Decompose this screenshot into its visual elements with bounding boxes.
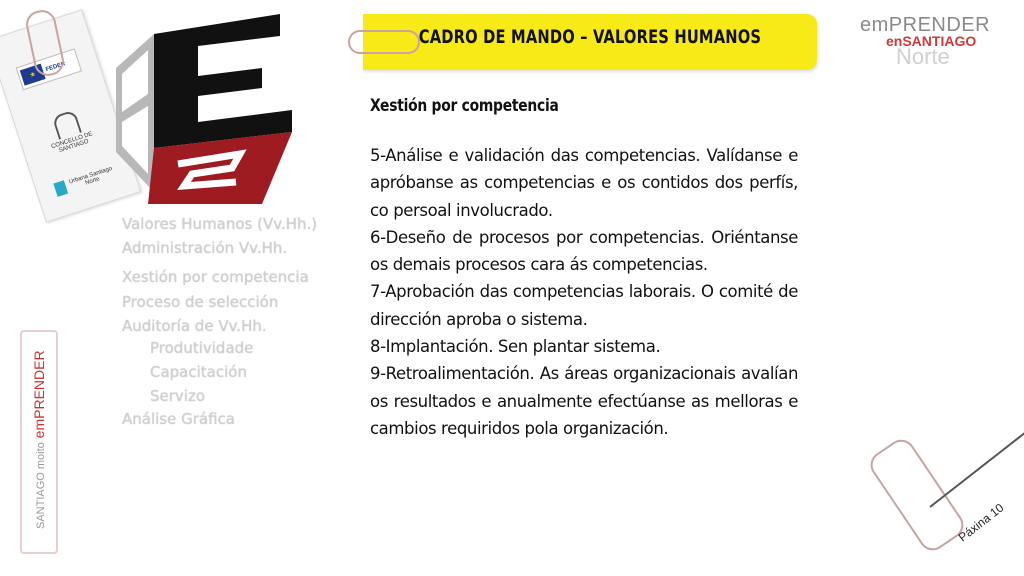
title-banner <box>363 14 817 70</box>
urban-label: Urbana Santiago Norte <box>68 165 114 187</box>
corner-paperclip-icon <box>865 434 969 555</box>
nav-subitem-produtividade[interactable]: Produtividade <box>150 339 254 357</box>
nav-subitem-capacitacion[interactable]: Capacitación <box>150 363 247 381</box>
page-number: Páxina 10 <box>955 500 1007 545</box>
nav-item-administracion[interactable]: Administración Vv.Hh. <box>122 239 288 257</box>
nav-item-auditoria[interactable]: Auditoría de Vv.Hh. <box>122 317 267 335</box>
side-brand-text <box>31 339 47 529</box>
concello-logo <box>34 104 107 165</box>
urban-mark-icon <box>53 180 68 197</box>
side-brand-large: emPRENDER <box>31 350 47 439</box>
step-paragraph: 6-Deseño de procesos por competencias. Oriéntanse os demais procesos cara ás competencias. <box>370 227 798 275</box>
section-heading: Xestión por competencia <box>370 96 559 115</box>
step-paragraph: 9-Retroalimentación. As áreas organizacionais avalían os resultados e anualmente efectúanse as melloras e cambios requiridos pola organización. <box>370 364 798 438</box>
nav-item-analise-grafica[interactable]: Análise Gráfica <box>122 410 235 428</box>
brand-line-3: Norte <box>896 44 950 69</box>
nav-item-proceso-seleccion[interactable]: Proceso de selección <box>122 293 279 311</box>
main-content <box>370 96 798 442</box>
page-title: CADRO DE MANDO – VALORES HUMANOS <box>418 26 762 48</box>
urban-logo <box>52 159 119 203</box>
eu-flag-icon: ★ <box>20 64 46 86</box>
feder-label: FEDER <box>45 61 67 74</box>
step-paragraph: 8-Implantación. Sen plantar sistema. <box>370 337 661 357</box>
nav-item-valores-humanos[interactable]: Valores Humanos (Vv.Hh.) <box>122 215 318 233</box>
brand-line-2: enSANTIAGO <box>886 33 977 49</box>
side-brand-small: SANTIAGO moito <box>35 442 47 529</box>
brand-logo <box>858 14 1018 72</box>
nav-subitem-servizo[interactable]: Servizo <box>150 387 206 405</box>
ee-cube-logo <box>112 14 302 214</box>
side-brand-tag <box>20 330 58 554</box>
nav-item-xestion-competencia[interactable]: Xestión por competencia <box>122 268 309 286</box>
step-paragraph: 5-Análise e validación das competencias. Valídanse e apróbanse as competencias e os contidos dos perfís, co persoal involucrado. <box>370 146 798 220</box>
banner-paperclip-icon <box>348 30 420 54</box>
body-text <box>370 142 798 442</box>
step-paragraph: 7-Aprobación das competencias laborais. O comité de dirección aproba o sistema. <box>370 282 798 329</box>
page-corner-fold <box>929 432 1024 507</box>
concello-label: CONCELLO DE SANTIAGO <box>50 131 94 155</box>
brand-line-1: emPRENDER <box>860 14 991 36</box>
